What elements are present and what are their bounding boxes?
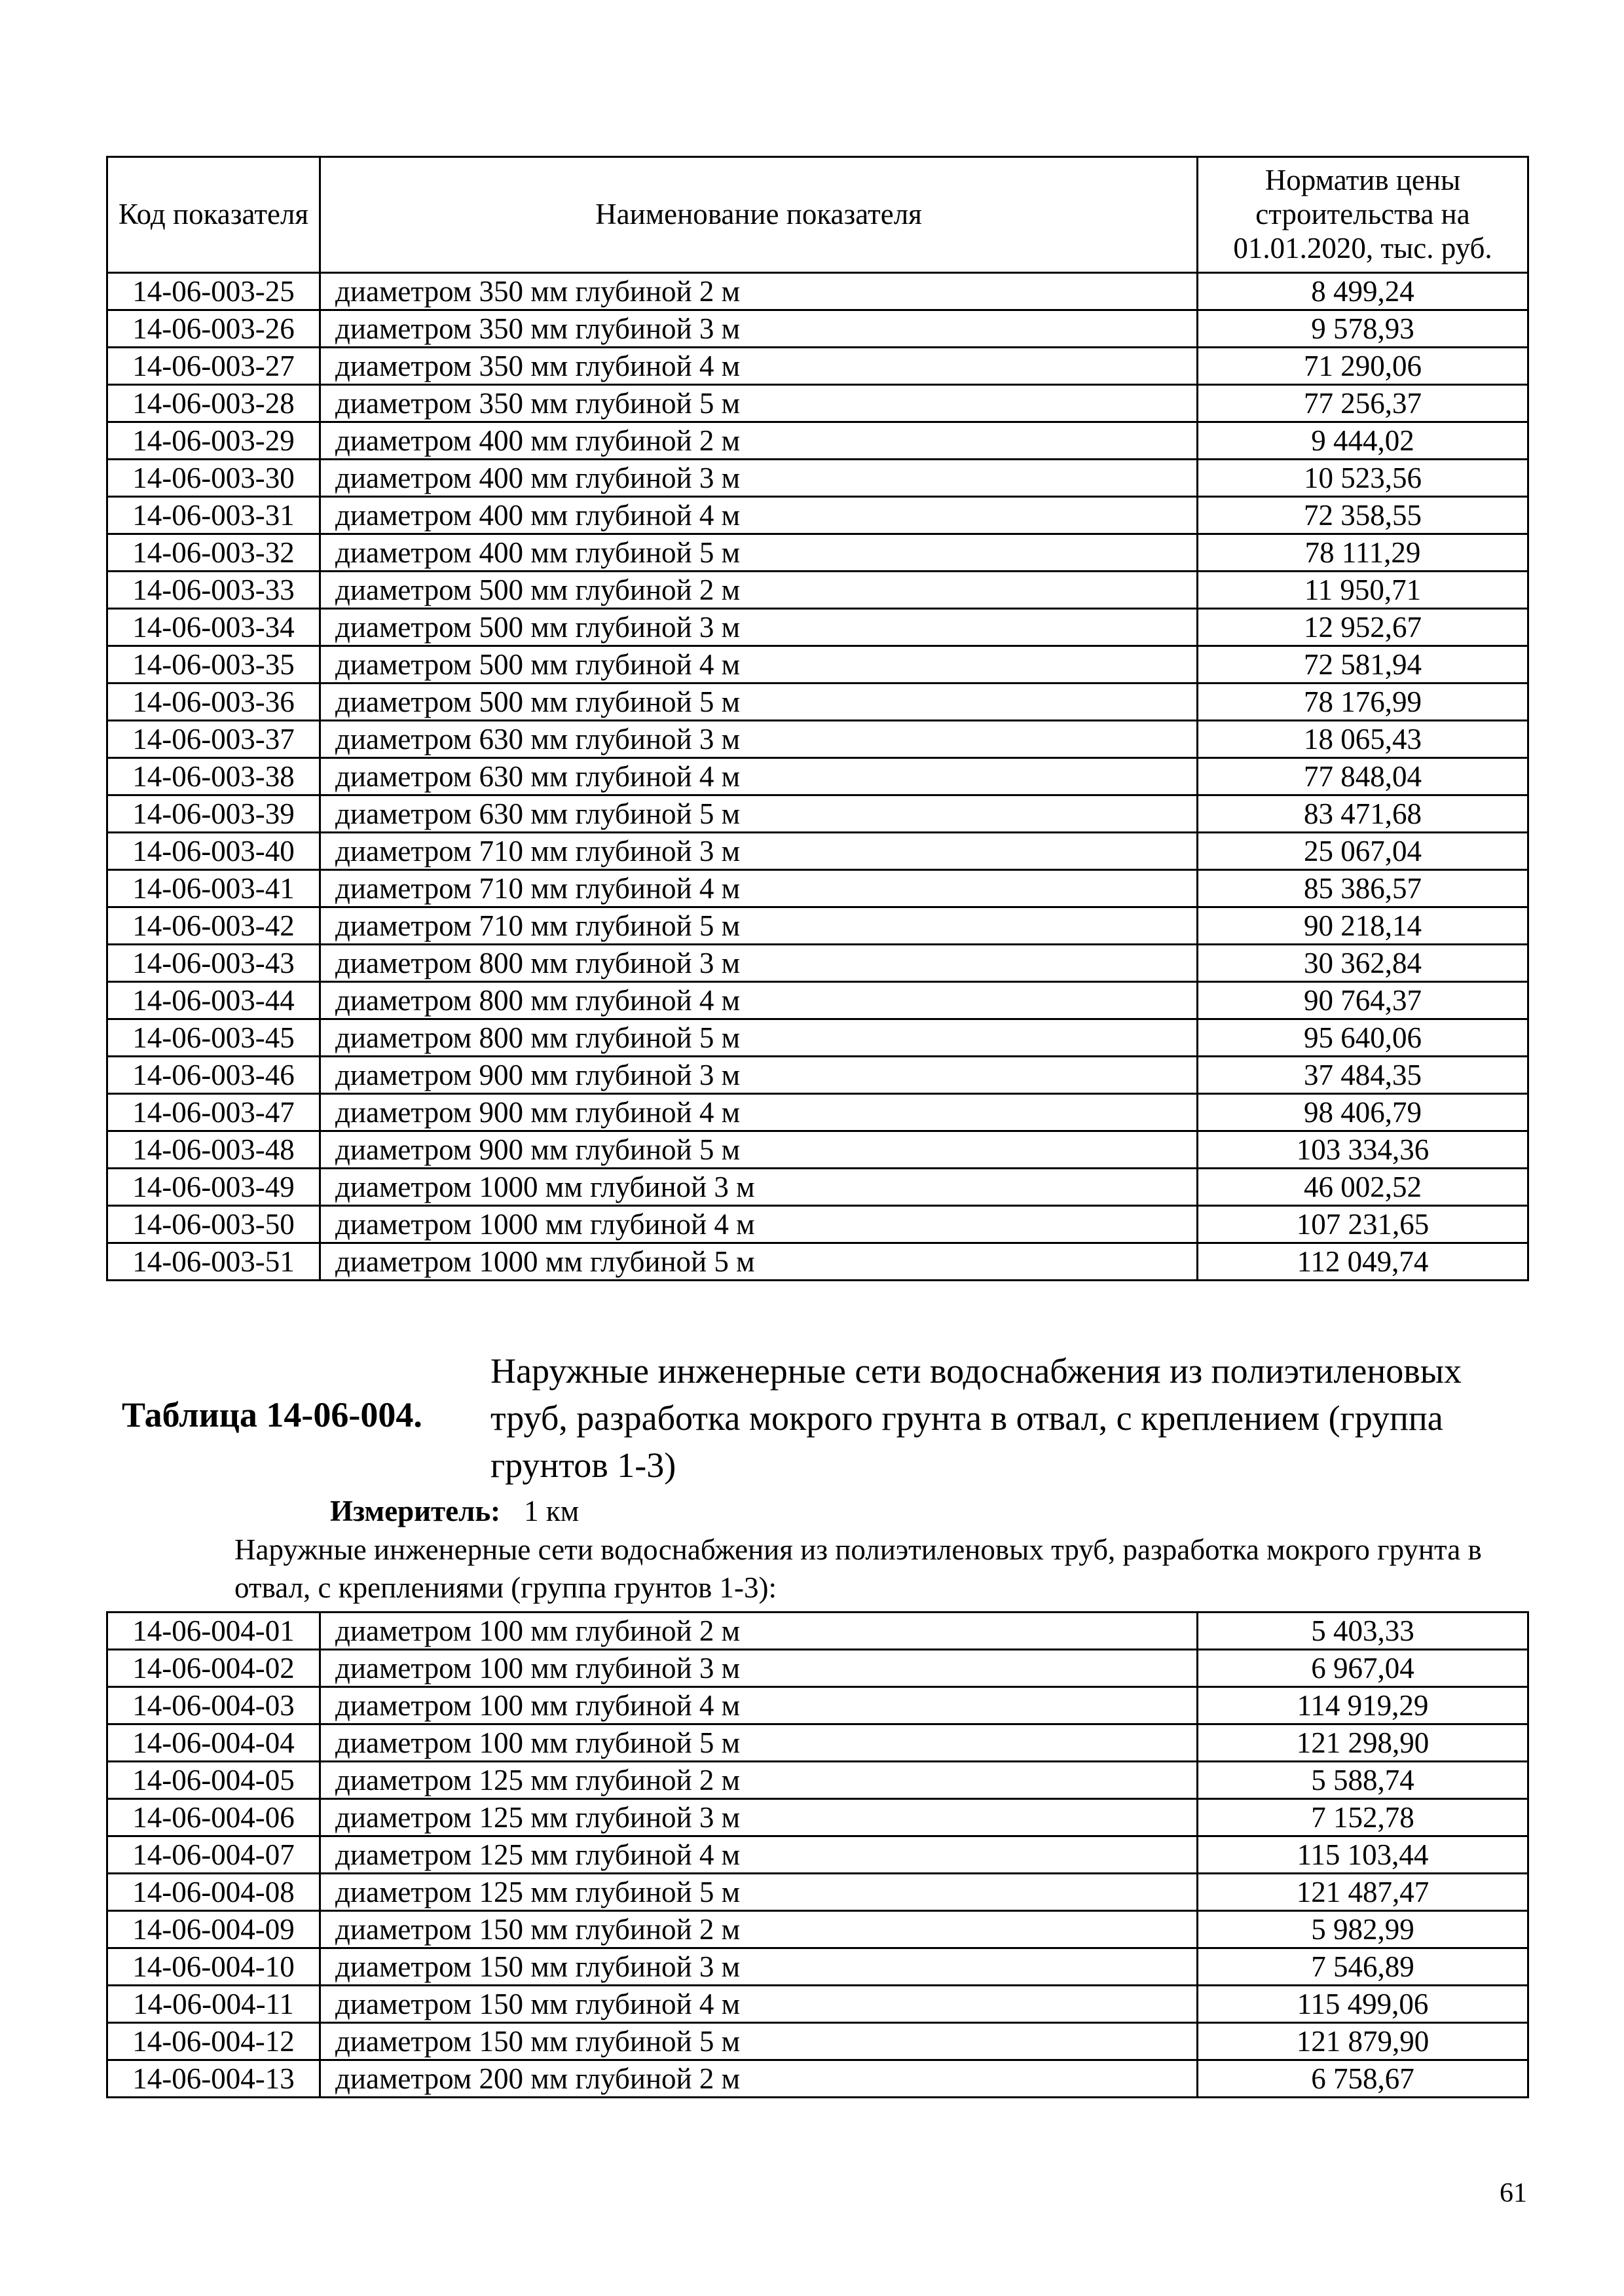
- cell-value: 78 176,99: [1198, 683, 1528, 721]
- cell-name: диаметром 500 мм глубиной 5 м: [320, 683, 1198, 721]
- table-row: [107, 572, 1528, 609]
- table-row: [107, 460, 1528, 497]
- cell-value: 115 103,44: [1198, 1836, 1528, 1874]
- cell-code: 14-06-003-30: [107, 460, 320, 497]
- cell-value: 12 952,67: [1198, 609, 1528, 646]
- cell-value: 71 290,06: [1198, 348, 1528, 385]
- table-row: [107, 2060, 1528, 2098]
- cell-code: 14-06-004-03: [107, 1687, 320, 1724]
- cell-code: 14-06-003-43: [107, 945, 320, 982]
- table-row: [107, 1874, 1528, 1911]
- cell-value: 72 358,55: [1198, 497, 1528, 534]
- cell-value: 72 581,94: [1198, 646, 1528, 683]
- cell-code: 14-06-004-13: [107, 2060, 320, 2098]
- table-row: [107, 1799, 1528, 1836]
- cell-name: диаметром 200 мм глубиной 2 м: [320, 2060, 1198, 2098]
- cell-name: диаметром 710 мм глубиной 4 м: [320, 870, 1198, 907]
- cell-code: 14-06-004-06: [107, 1799, 320, 1836]
- table-row: [107, 497, 1528, 534]
- cell-name: диаметром 710 мм глубиной 3 м: [320, 833, 1198, 870]
- table-row: [107, 1169, 1528, 1206]
- cell-name: диаметром 100 мм глубиной 5 м: [320, 1724, 1198, 1762]
- cell-code: 14-06-004-11: [107, 1986, 320, 2023]
- table-description: Наружные инженерные сети водоснабжения из полиэтиленовых труб, разработка мокрого грунта в отвал, с креплениями (группа грунтов 1-3):: [234, 1533, 1482, 1604]
- cell-code: 14-06-003-37: [107, 721, 320, 758]
- table-row: [107, 870, 1528, 907]
- cell-value: 37 484,35: [1198, 1057, 1528, 1094]
- cell-name: диаметром 150 мм глубиной 5 м: [320, 2023, 1198, 2060]
- price-table-14-06-004: [106, 1611, 1529, 2098]
- cell-code: 14-06-003-31: [107, 497, 320, 534]
- cell-value: 121 298,90: [1198, 1724, 1528, 1762]
- cell-code: 14-06-003-34: [107, 609, 320, 646]
- table-row: [107, 1206, 1528, 1243]
- cell-value: 11 950,71: [1198, 572, 1528, 609]
- table-row: [107, 1836, 1528, 1874]
- cell-code: 14-06-004-10: [107, 1948, 320, 1986]
- table-row: [107, 1019, 1528, 1057]
- measure-value: 1 км: [524, 1495, 580, 1527]
- cell-code: 14-06-003-32: [107, 534, 320, 572]
- table-row: [107, 907, 1528, 945]
- cell-value: 7 152,78: [1198, 1799, 1528, 1836]
- table-row: [107, 534, 1528, 572]
- table2-body: [107, 1613, 1528, 2098]
- table-row: [107, 1057, 1528, 1094]
- cell-value: 85 386,57: [1198, 870, 1528, 907]
- cell-value: 114 919,29: [1198, 1687, 1528, 1724]
- cell-code: 14-06-003-40: [107, 833, 320, 870]
- cell-value: 121 487,47: [1198, 1874, 1528, 1911]
- cell-code: 14-06-003-39: [107, 795, 320, 833]
- table-row: [107, 1948, 1528, 1986]
- cell-name: диаметром 900 мм глубиной 3 м: [320, 1057, 1198, 1094]
- table-row: [107, 2023, 1528, 2060]
- cell-name: диаметром 900 мм глубиной 4 м: [320, 1094, 1198, 1131]
- table-row: [107, 758, 1528, 795]
- cell-name: диаметром 710 мм глубиной 5 м: [320, 907, 1198, 945]
- cell-code: 14-06-003-45: [107, 1019, 320, 1057]
- cell-code: 14-06-003-25: [107, 273, 320, 310]
- table-row: [107, 833, 1528, 870]
- cell-name: диаметром 100 мм глубиной 2 м: [320, 1613, 1198, 1650]
- cell-name: диаметром 800 мм глубиной 3 м: [320, 945, 1198, 982]
- table-row: [107, 1687, 1528, 1724]
- cell-name: диаметром 630 мм глубиной 4 м: [320, 758, 1198, 795]
- table-row: [107, 945, 1528, 982]
- cell-name: диаметром 800 мм глубиной 5 м: [320, 1019, 1198, 1057]
- cell-name: диаметром 400 мм глубиной 5 м: [320, 534, 1198, 572]
- table-header-row: [107, 157, 1528, 273]
- cell-code: 14-06-003-28: [107, 385, 320, 422]
- table-row: [107, 1911, 1528, 1948]
- cell-value: 6 967,04: [1198, 1650, 1528, 1687]
- cell-value: 90 218,14: [1198, 907, 1528, 945]
- cell-name: диаметром 125 мм глубиной 3 м: [320, 1799, 1198, 1836]
- cell-name: диаметром 125 мм глубиной 4 м: [320, 1836, 1198, 1874]
- cell-name: диаметром 630 мм глубиной 3 м: [320, 721, 1198, 758]
- table-row: [107, 1986, 1528, 2023]
- cell-name: диаметром 1000 мм глубиной 5 м: [320, 1243, 1198, 1281]
- cell-name: диаметром 150 мм глубиной 2 м: [320, 1911, 1198, 1948]
- cell-value: 103 334,36: [1198, 1131, 1528, 1169]
- cell-value: 7 546,89: [1198, 1948, 1528, 1986]
- table-row: [107, 273, 1528, 310]
- cell-value: 107 231,65: [1198, 1206, 1528, 1243]
- table-row: [107, 646, 1528, 683]
- cell-code: 14-06-003-35: [107, 646, 320, 683]
- cell-value: 121 879,90: [1198, 2023, 1528, 2060]
- cell-code: 14-06-003-36: [107, 683, 320, 721]
- cell-code: 14-06-004-05: [107, 1762, 320, 1799]
- cell-value: 8 499,24: [1198, 273, 1528, 310]
- cell-value: 5 982,99: [1198, 1911, 1528, 1948]
- table-row: [107, 683, 1528, 721]
- cell-value: 6 758,67: [1198, 2060, 1528, 2098]
- cell-value: 83 471,68: [1198, 795, 1528, 833]
- cell-name: диаметром 100 мм глубиной 3 м: [320, 1650, 1198, 1687]
- cell-code: 14-06-004-08: [107, 1874, 320, 1911]
- table-row: [107, 1243, 1528, 1281]
- cell-code: 14-06-004-02: [107, 1650, 320, 1687]
- cell-name: диаметром 630 мм глубиной 5 м: [320, 795, 1198, 833]
- header-code: Код показателя: [107, 157, 320, 273]
- cell-name: диаметром 400 мм глубиной 2 м: [320, 422, 1198, 460]
- cell-name: диаметром 400 мм глубиной 4 м: [320, 497, 1198, 534]
- cell-code: 14-06-004-12: [107, 2023, 320, 2060]
- table-row: [107, 348, 1528, 385]
- header-value: Норматив цены строительства на 01.01.2020, тыс. руб.: [1198, 157, 1528, 273]
- cell-value: 77 256,37: [1198, 385, 1528, 422]
- cell-name: диаметром 100 мм глубиной 4 м: [320, 1687, 1198, 1724]
- cell-name: диаметром 800 мм глубиной 4 м: [320, 982, 1198, 1019]
- cell-name: диаметром 500 мм глубиной 4 м: [320, 646, 1198, 683]
- table-title: Наружные инженерные сети водоснабжения из полиэтиленовых труб, разработка мокрого грунта в отвал, с креплением (группа грунтов 1-3): [490, 1351, 1462, 1485]
- table-row: [107, 1724, 1528, 1762]
- table-row: [107, 982, 1528, 1019]
- cell-code: 14-06-003-29: [107, 422, 320, 460]
- table-row: [107, 1650, 1528, 1687]
- cell-name: диаметром 1000 мм глубиной 3 м: [320, 1169, 1198, 1206]
- cell-name: диаметром 350 мм глубиной 2 м: [320, 273, 1198, 310]
- cell-name: диаметром 400 мм глубиной 3 м: [320, 460, 1198, 497]
- cell-code: 14-06-003-50: [107, 1206, 320, 1243]
- cell-name: диаметром 500 мм глубиной 3 м: [320, 609, 1198, 646]
- cell-code: 14-06-003-26: [107, 310, 320, 348]
- cell-code: 14-06-003-49: [107, 1169, 320, 1206]
- table1-body: [107, 273, 1528, 1281]
- cell-name: диаметром 150 мм глубиной 4 м: [320, 1986, 1198, 2023]
- table-row: [107, 1131, 1528, 1169]
- cell-value: 46 002,52: [1198, 1169, 1528, 1206]
- page-number: 61: [1500, 2178, 1527, 2208]
- cell-value: 98 406,79: [1198, 1094, 1528, 1131]
- cell-code: 14-06-004-04: [107, 1724, 320, 1762]
- cell-code: 14-06-003-38: [107, 758, 320, 795]
- header-name: Наименование показателя: [320, 157, 1198, 273]
- cell-value: 77 848,04: [1198, 758, 1528, 795]
- cell-name: диаметром 125 мм глубиной 2 м: [320, 1762, 1198, 1799]
- cell-value: 9 444,02: [1198, 422, 1528, 460]
- cell-code: 14-06-003-33: [107, 572, 320, 609]
- cell-code: 14-06-003-44: [107, 982, 320, 1019]
- table-row: [107, 609, 1528, 646]
- table-row: [107, 1613, 1528, 1650]
- cell-value: 115 499,06: [1198, 1986, 1528, 2023]
- table-row: [107, 795, 1528, 833]
- cell-value: 10 523,56: [1198, 460, 1528, 497]
- cell-value: 5 403,33: [1198, 1613, 1528, 1650]
- cell-name: диаметром 150 мм глубиной 3 м: [320, 1948, 1198, 1986]
- table-row: [107, 385, 1528, 422]
- cell-code: 14-06-003-27: [107, 348, 320, 385]
- price-table-14-06-003: [106, 156, 1529, 1281]
- cell-name: диаметром 500 мм глубиной 2 м: [320, 572, 1198, 609]
- cell-code: 14-06-003-46: [107, 1057, 320, 1094]
- measure-line: [330, 1494, 579, 1528]
- section-title-block: [122, 1347, 1530, 1488]
- cell-name: диаметром 900 мм глубиной 5 м: [320, 1131, 1198, 1169]
- table-row: [107, 1762, 1528, 1799]
- cell-name: диаметром 350 мм глубиной 3 м: [320, 310, 1198, 348]
- cell-code: 14-06-004-07: [107, 1836, 320, 1874]
- cell-value: 9 578,93: [1198, 310, 1528, 348]
- table-row: [107, 422, 1528, 460]
- table-label: Таблица 14-06-004.: [122, 1395, 422, 1434]
- cell-value: 78 111,29: [1198, 534, 1528, 572]
- measure-label: Измеритель:: [330, 1495, 501, 1527]
- table-row: [107, 310, 1528, 348]
- cell-name: диаметром 350 мм глубиной 4 м: [320, 348, 1198, 385]
- cell-code: 14-06-004-09: [107, 1911, 320, 1948]
- cell-code: 14-06-004-01: [107, 1613, 320, 1650]
- cell-value: 18 065,43: [1198, 721, 1528, 758]
- cell-code: 14-06-003-47: [107, 1094, 320, 1131]
- cell-code: 14-06-003-51: [107, 1243, 320, 1281]
- cell-value: 90 764,37: [1198, 982, 1528, 1019]
- table-row: [107, 1094, 1528, 1131]
- cell-name: диаметром 125 мм глубиной 5 м: [320, 1874, 1198, 1911]
- cell-code: 14-06-003-41: [107, 870, 320, 907]
- cell-value: 5 588,74: [1198, 1762, 1528, 1799]
- cell-value: 25 067,04: [1198, 833, 1528, 870]
- cell-name: диаметром 350 мм глубиной 5 м: [320, 385, 1198, 422]
- cell-name: диаметром 1000 мм глубиной 4 м: [320, 1206, 1198, 1243]
- cell-code: 14-06-003-42: [107, 907, 320, 945]
- cell-value: 112 049,74: [1198, 1243, 1528, 1281]
- cell-value: 95 640,06: [1198, 1019, 1528, 1057]
- cell-code: 14-06-003-48: [107, 1131, 320, 1169]
- table-row: [107, 721, 1528, 758]
- cell-value: 30 362,84: [1198, 945, 1528, 982]
